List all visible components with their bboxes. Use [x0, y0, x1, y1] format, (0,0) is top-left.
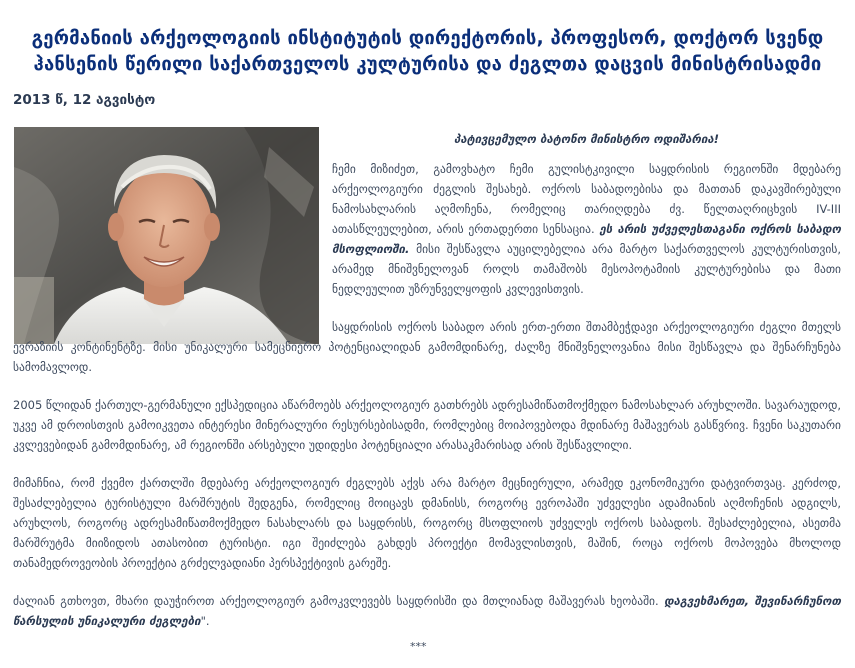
paragraph-3-text: 2005 წლიდან ქართულ-გერმანული ექსპედიცია აწარმოებს არქეოლოგიურ გათხრებს ადრესამიწათმოქმედო ნამოსახლარ არუხლოში. სავარაუდოდ, უკვე ამ დროისთვის გამოიკვეთა ინტერესი მინერალური რესურსებისადმი, რომლებიც მოიპოვებოდა მდინარე მაშავერას გასწვრივ. ჩვენი საკუთარი კვლევებიდან გამომდინარე, ამ რეგიონში არსებული უდიდესი პოტენციალი არასაკმარისად არის შესწავლილი. [13, 398, 841, 452]
paragraph-1-highlight: ეს არის უძველესთაგანი ოქროს საბადო მსოფლიოში. [332, 222, 842, 256]
paragraph-5 [13, 591, 841, 631]
section-separator: *** [410, 640, 427, 653]
paragraph-5-highlight: დაგვეხმარეთ, შევინარჩუნოთ წარსულის უნიკალური ძეგლები [13, 594, 842, 628]
article-title: გერმანიის არქეოლოგიის ინსტიტუტის დირექტორის, პროფესორ, დოქტორ სვენდ ჰანსენის წერილი საქართველოს კულტურისა და ძეგლთა დაცვის მინისტრისადმი [31, 28, 824, 75]
paragraph-2 [13, 317, 841, 377]
letter-greeting [332, 126, 841, 149]
paragraph-4-text: მიმაჩნია, რომ ქვემო ქართლში მდებარე არქეოლოგიურ ძეგლებს აქვს არა მარტო მეცნიერული, არამედ ეკონომიკური დატვირთვაც. კერძოდ, შესაძლებელია ტურისტული მარშრუტის შედგენა, რომელიც მოიცავს დმანისს, როგორც ევროპაში უძველესი ადამიანის აღმოჩენის ადგილს, არუხლოს, როგორც ადრესამიწათმოქმედო ნასახლარს და საყდრისს, როგორც მსოფლიოს უძველეს ოქროს საბადოს. შესაძლებელია, ასეთმა მარშრუტმა მიიზიდოს ათასობით ტურისტი. იგი შეიძლება გახდეს პროექტი მომავლისთვის, მაშინ, როცა ოქროს მოპოვება მხოლოდ თანამედროვეობის პროექტია გრძელვადიანი პერსპექტივის გარეშე. [13, 476, 841, 570]
article-date: 2013 წ, 12 აგვისტო [13, 92, 156, 108]
paragraph-5-text: ძალიან გთხოვთ, მხარი დაუჭიროთ არქეოლოგიურ გამოკვლევებს საყდრისში და მთლიანად მაშავერას ხეობაში. [13, 594, 659, 608]
paragraph-5-end: ". [200, 614, 210, 628]
greeting-text: პატივცემულო ბატონო მინისტრო ოდიშარია! [453, 132, 720, 146]
paragraph-2-text: საყდრისის ოქროს საბადო არის ერთ-ერთი შთამბეჭდავი არქეოლოგიური ძეგლი მთელს ევრაზიის კონტინენტზე. მისი უნიკალური სამეცნიერო პოტენციალიდან გამომდინარე, ძალზე მნიშვნელოვანია მისი შესწავლა და შენარჩუნება სამომავლოდ. [13, 320, 841, 374]
paragraph-1-text-a: ჩემი მიზიძეთ, გამოვხატო ჩემი გულისტკივილი საყდრისის რეგიონში მდებარე არქეოლოგიური ძეგლის შესახებ. ოქროს საბადოებისა და მათთან დაკავშირებული ნამოსახლარის აღმოჩენა, რომელიც თარიღდება ძვ. წელთაღრიცხვის IV-III ათასწლეულებით, არის ერთადერთი სენსაცია. [332, 162, 841, 236]
letter-body [13, 126, 841, 649]
paragraph-1 [332, 159, 841, 299]
paragraph-4 [13, 473, 841, 573]
paragraph-3 [13, 395, 841, 455]
paragraph-1-text-b: მისი შესწავლა აუცილებელია არა მარტო საქართველოს კულტურისთვის, არამედ მნიშვნელოვან როლს თამაშობს მესოპოტამიის კულტურებისა და მათი ნედლეულით უზრუნველყოფის კვლევისთვის. [332, 242, 841, 296]
